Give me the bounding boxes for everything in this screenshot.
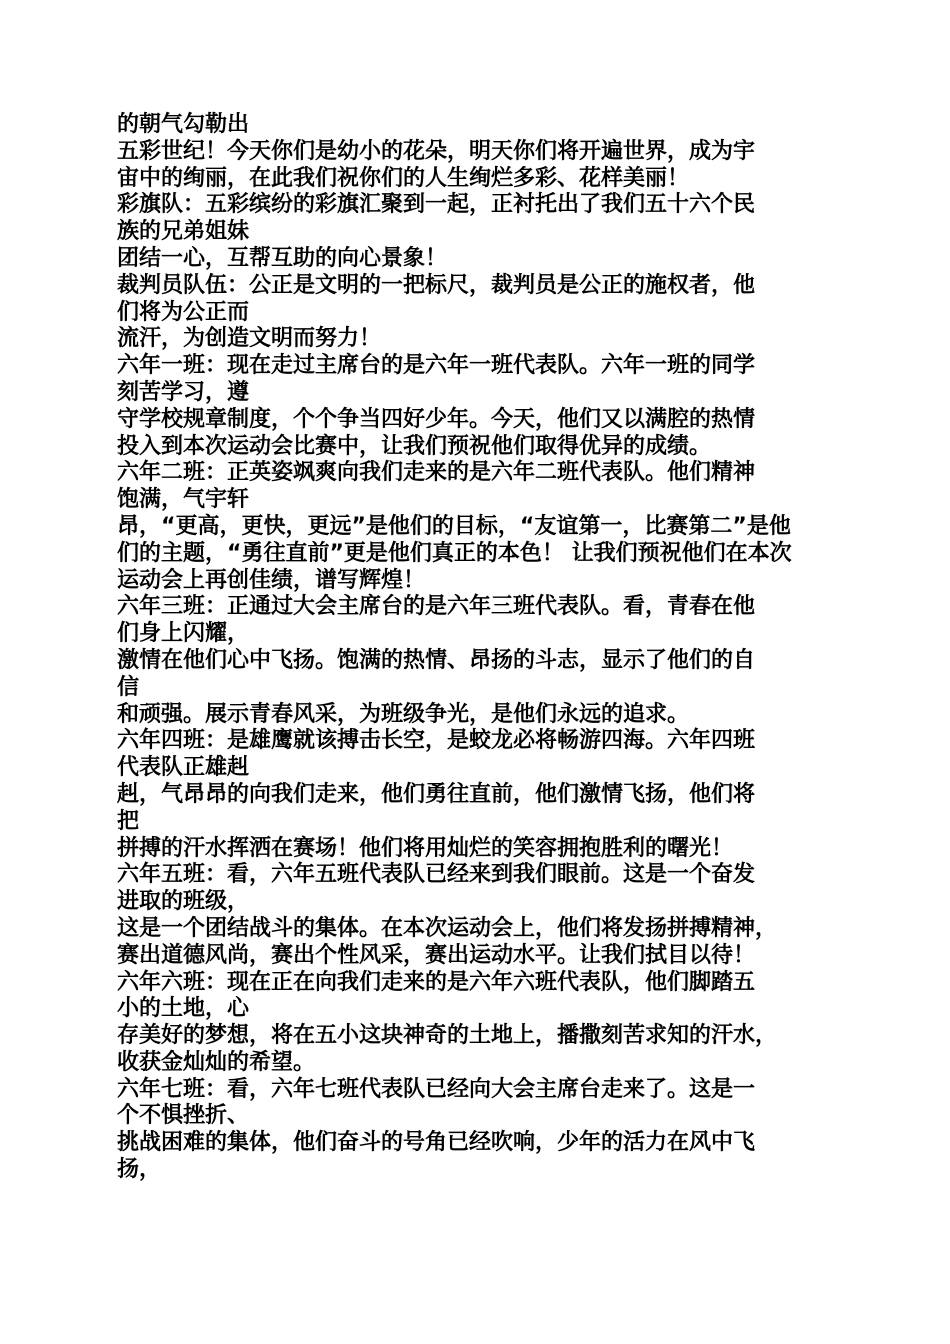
text-line: 拼搏的汗水挥洒在赛场！他们将用灿烂的笑容拥抱胜利的曙光！ — [117, 835, 734, 861]
text-line: 五彩世纪！今天你们是幼小的花朵，明天你们将开遍世界，成为宇 — [117, 138, 756, 164]
text-line: 投入到本次运动会比赛中，让我们预祝他们取得优异的成绩。 — [117, 433, 712, 459]
text-line: 赳，气昂昂的向我们走来，他们勇往直前，他们激情飞扬，他们将 — [117, 781, 756, 807]
text-line: 激情在他们心中飞扬。饱满的热情、昂扬的斗志，显示了他们的自 — [117, 647, 756, 673]
text-line: 们将为公正而 — [117, 299, 250, 325]
text-line: 的朝气勾勒出 — [117, 112, 250, 137]
text-line: 流汗，为创造文明而努力！ — [117, 326, 382, 352]
text-line: 个不惧挫折、 — [117, 1103, 250, 1129]
text-line: 挑战困难的集体，他们奋斗的号角已经吹响，少年的活力在风中飞 — [117, 1130, 756, 1156]
text-line: 扬， — [117, 1157, 162, 1183]
text-line: 六年五班：看，六年五班代表队已经来到我们眼前。这是一个奋发 — [117, 862, 756, 888]
text-line: 宙中的绚丽，在此我们祝你们的人生绚烂多彩、花样美丽！ — [117, 165, 690, 191]
text-line: 昂，“更高，更快，更远”是他们的目标，“友谊第一，比赛第二”是他 — [117, 513, 791, 539]
text-line: 守学校规章制度，个个争当四好少年。今天，他们又以满腔的热情 — [117, 406, 756, 432]
text-line: 们的主题，“勇往直前”更是他们真正的本色！ 让我们预祝他们在本次 — [117, 540, 792, 566]
text-line: 进取的班级， — [117, 889, 250, 915]
text-line: 族的兄弟姐妹 — [117, 219, 250, 245]
text-line: 代表队正雄赳 — [117, 755, 250, 781]
text-line: 六年二班：正英姿飒爽向我们走来的是六年二班代表队。他们精神 — [117, 460, 756, 486]
text-line: 把 — [117, 808, 140, 834]
text-line: 六年一班：现在走过主席台的是六年一班代表队。六年一班的同学 — [117, 353, 756, 379]
text-line: 六年六班：现在正在向我们走来的是六年六班代表队，他们脚踏五 — [117, 969, 756, 995]
text-line: 们身上闪耀， — [117, 621, 250, 647]
text-line: 刻苦学习，遵 — [117, 379, 250, 405]
text-line: 这是一个团结战斗的集体。在本次运动会上，他们将发扬拼搏精神， — [117, 915, 778, 941]
text-line: 六年七班：看，六年七班代表队已经向大会主席台走来了。这是一 — [117, 1076, 756, 1102]
text-line: 存美好的梦想，将在五小这块神奇的土地上，播撒刻苦求知的汗水， — [117, 1023, 778, 1049]
text-line: 六年三班：正通过大会主席台的是六年三班代表队。看，青春在他 — [117, 594, 756, 620]
text-line: 赛出道德风尚，赛出个性风采，赛出运动水平。让我们拭目以待！ — [117, 942, 756, 968]
text-line: 六年四班：是雄鹰就该搏击长空，是蛟龙必将畅游四海。六年四班 — [117, 728, 756, 754]
text-line: 收获金灿灿的希望。 — [117, 1049, 316, 1075]
text-line: 和顽强。展示青春风采，为班级争光，是他们永远的追求。 — [117, 701, 690, 727]
text-line: 团结一心，互帮互助的向心景象！ — [117, 245, 448, 271]
text-line: 运动会上再创佳绩，谱写辉煌！ — [117, 567, 426, 593]
text-line: 饱满，气宇轩 — [117, 487, 250, 513]
text-line: 小的土地，心 — [117, 996, 250, 1022]
document-page — [117, 112, 839, 1184]
text-line: 彩旗队：五彩缤纷的彩旗汇聚到一起，正衬托出了我们五十六个民 — [117, 192, 756, 218]
text-line: 裁判员队伍：公正是文明的一把标尺，裁判员是公正的施权者，他 — [117, 272, 756, 298]
text-line: 信 — [117, 674, 140, 700]
